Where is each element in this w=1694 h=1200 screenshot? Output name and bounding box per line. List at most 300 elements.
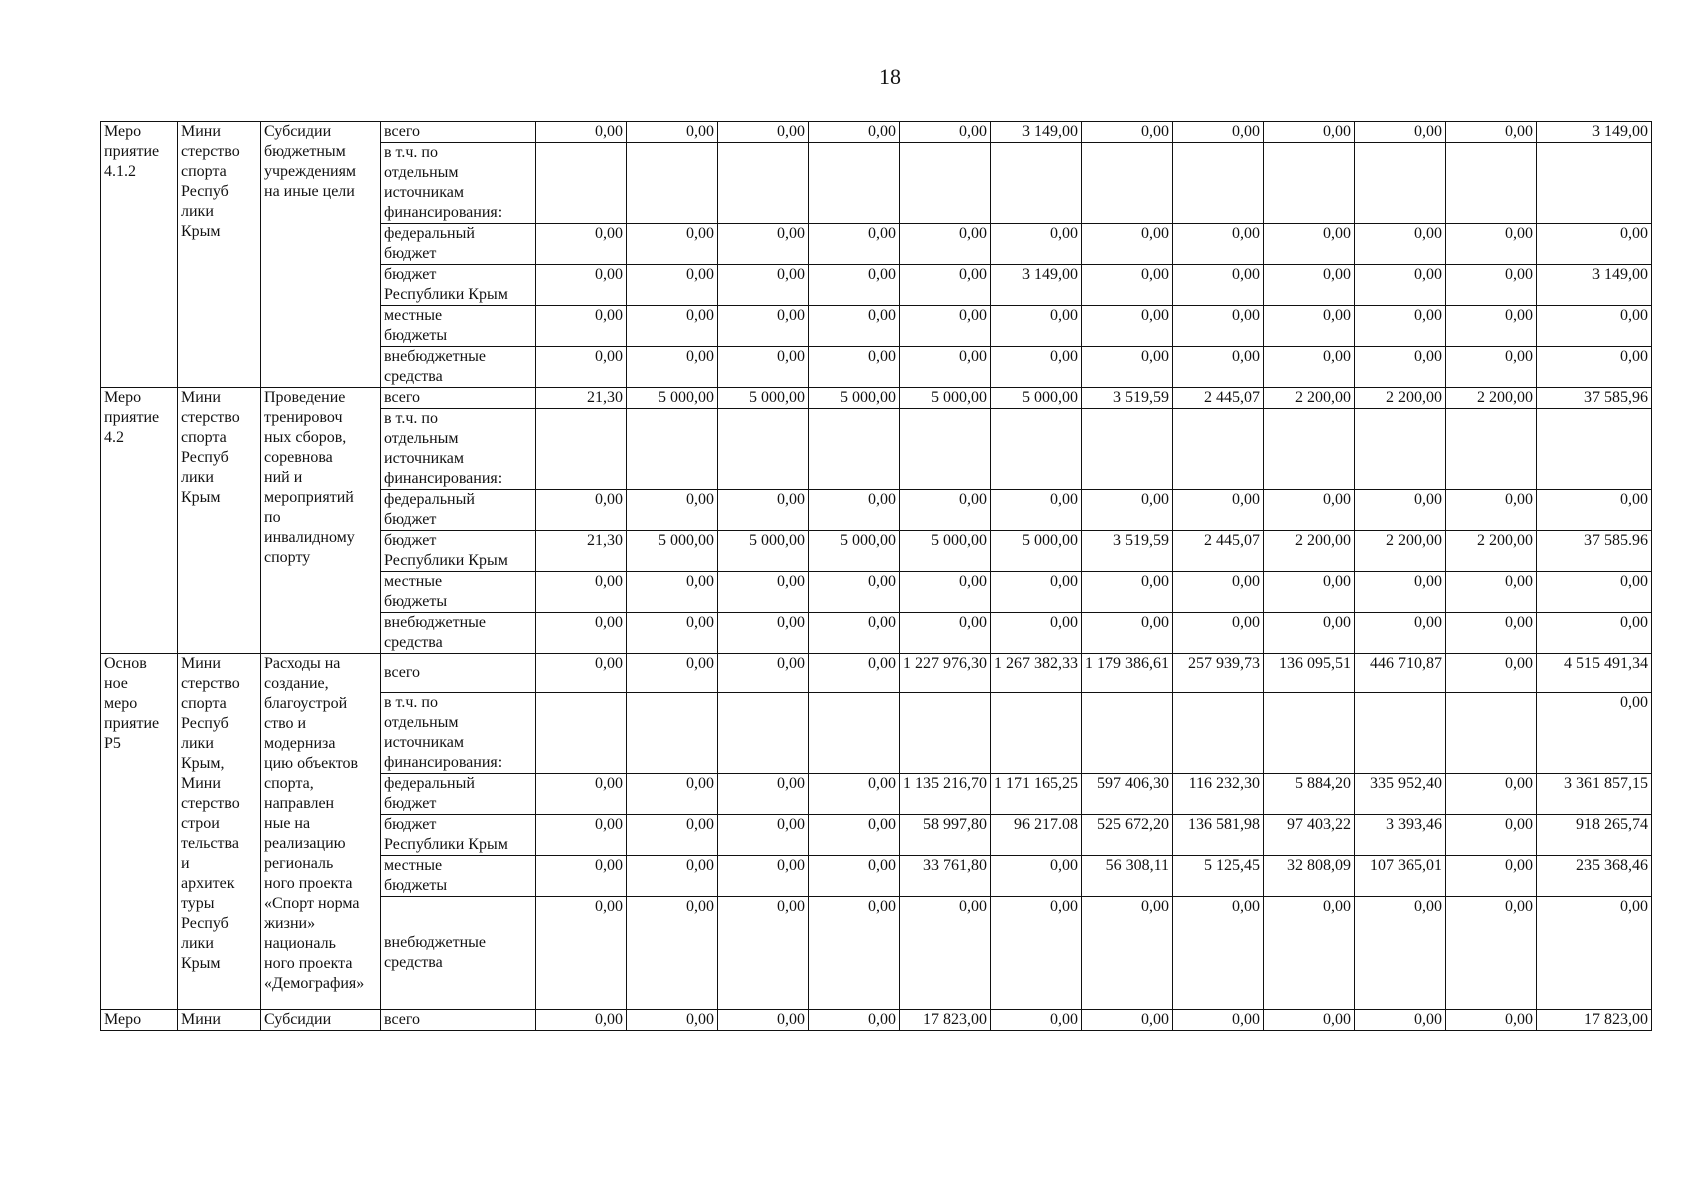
text-line: бюджеты [384,877,448,894]
value-cell: 0,00 [900,347,991,388]
value-cell: 0,00 [718,347,809,388]
value-cell [900,693,991,774]
text-line: средства [384,954,443,971]
executor-cell [178,122,261,388]
text-line: на иные цели [264,183,355,200]
measure-cell [101,1010,178,1031]
text-line: внебюджетные [384,348,486,365]
value-cell: 0,00 [1264,265,1355,306]
value-cell: 0,00 [1355,122,1446,143]
value-cell: 116 232,30 [1173,774,1264,815]
text-line: спорта [181,163,227,180]
value-cell [627,409,718,490]
value-cell: 0,00 [809,224,900,265]
value-cell: 0,00 [1173,306,1264,347]
value-cell: 0,00 [1082,265,1173,306]
value-cell: 0,00 [1082,347,1173,388]
text-line: бюджет [384,816,437,833]
value-cell: 0,00 [1355,613,1446,654]
value-cell: 0,00 [718,897,809,1010]
value-cell: 0,00 [1264,306,1355,347]
value-cell [1355,409,1446,490]
funding-source-cell [381,856,536,897]
value-cell: 0,00 [536,654,627,693]
funding-source-cell [381,490,536,531]
value-cell: 0,00 [991,572,1082,613]
value-cell: 0,00 [1173,613,1264,654]
text-line: тренировоч [264,409,343,426]
text-line: ных сборов, [264,429,347,446]
value-cell [1173,143,1264,224]
text-line: спорта, [264,775,314,792]
value-cell: 0,00 [1355,490,1446,531]
text-line: лики [181,203,214,220]
budget-table [100,121,1652,1031]
value-cell: 0,00 [1355,572,1446,613]
value-cell [991,143,1082,224]
value-cell: 0,00 [536,897,627,1010]
text-line: Крым, [181,755,225,772]
value-cell: 3 149,00 [991,122,1082,143]
text-line: архитек [181,875,235,892]
funding-source-cell [381,409,536,490]
text-line: бюджет [384,511,437,528]
value-cell: 2 445,07 [1173,531,1264,572]
funding-source-cell [381,347,536,388]
value-cell [1173,693,1264,774]
value-cell [1082,143,1173,224]
text-line: бюджет [384,532,437,549]
value-cell: 0,00 [1446,347,1537,388]
text-line: 4.2 [104,429,124,446]
value-cell: 0,00 [627,347,718,388]
text-line: Республики Крым [384,552,508,569]
text-line: Меро [104,123,142,140]
value-cell: 0,00 [1355,347,1446,388]
value-cell: 21,30 [536,388,627,409]
value-cell [1537,409,1652,490]
funding-source-cell [381,774,536,815]
value-cell: 0,00 [718,224,809,265]
text-line: Мини [181,775,221,792]
value-cell: 0,00 [718,856,809,897]
text-line: спорта [181,695,227,712]
value-cell: 0,00 [1082,224,1173,265]
value-cell: 0,00 [718,122,809,143]
value-cell: 257 939,73 [1173,654,1264,693]
value-cell: 0,00 [1537,897,1652,1010]
value-cell: 5 000,00 [900,388,991,409]
table-row [101,388,1652,409]
value-cell: 0,00 [991,1010,1082,1031]
value-cell: 0,00 [809,265,900,306]
value-cell: 0,00 [1446,122,1537,143]
text-line: средства [384,368,443,385]
value-cell: 0,00 [1082,306,1173,347]
value-cell: 21,30 [536,531,627,572]
executor-cell [178,1010,261,1031]
text-line: Мини [181,389,221,406]
value-cell: 0,00 [1173,265,1264,306]
text-line: 4.1.2 [104,163,136,180]
text-line: бюджет [384,266,437,283]
value-cell: 0,00 [1082,1010,1173,1031]
value-cell: 0,00 [1264,490,1355,531]
text-line: лики [181,469,214,486]
value-cell: 56 308,11 [1082,856,1173,897]
text-line: учреждениям [264,163,357,180]
text-line: ные на [264,815,311,832]
value-cell: 0,00 [900,265,991,306]
value-cell: 0,00 [718,654,809,693]
value-cell [718,143,809,224]
text-line: ного проекта [264,875,353,892]
text-line: лики [181,735,214,752]
value-cell [809,409,900,490]
value-cell [991,693,1082,774]
text-line: жизни» [264,915,316,932]
text-line: тельства [181,835,239,852]
value-cell: 5 000,00 [627,388,718,409]
text-line: финансирования: [384,470,503,487]
text-line: Респуб [181,183,229,200]
value-cell: 0,00 [1173,572,1264,613]
value-cell: 0,00 [536,490,627,531]
value-cell: 2 445,07 [1173,388,1264,409]
value-cell: 5 000,00 [991,531,1082,572]
value-cell [718,693,809,774]
value-cell: 2 200,00 [1446,388,1537,409]
text-line: стерство [181,143,240,160]
value-cell: 0,00 [1264,1010,1355,1031]
value-cell: 5 000,00 [718,531,809,572]
value-cell [900,409,991,490]
value-cell: 0,00 [1264,224,1355,265]
value-cell: 0,00 [991,347,1082,388]
value-cell: 0,00 [991,306,1082,347]
text-line: Крым [181,489,221,506]
table-row [101,654,1652,693]
value-cell: 0,00 [1446,224,1537,265]
text-line: региональ [264,855,334,872]
value-cell: 0,00 [536,613,627,654]
value-cell: 0,00 [1537,693,1652,774]
value-cell [991,409,1082,490]
value-cell: 96 217.08 [991,815,1082,856]
text-line: лики [181,935,214,952]
value-cell: 0,00 [1446,265,1537,306]
value-cell: 0,00 [627,122,718,143]
value-cell [1446,143,1537,224]
text-line: отдельным [384,430,459,447]
text-line: Мини [181,1011,221,1028]
text-line: по [264,509,281,526]
text-line: и [181,855,190,872]
text-line: стерство [181,795,240,812]
activity-name-cell [261,654,381,1010]
value-cell: 3 149,00 [1537,122,1652,143]
value-cell: 0,00 [627,572,718,613]
value-cell: 0,00 [900,572,991,613]
value-cell: 0,00 [809,306,900,347]
value-cell: 0,00 [809,815,900,856]
text-line: инвалидному [264,529,355,546]
value-cell: 0,00 [718,1010,809,1031]
text-line: националь [264,935,336,952]
value-cell: 0,00 [1355,265,1446,306]
value-cell: 597 406,30 [1082,774,1173,815]
value-cell: 0,00 [1264,122,1355,143]
value-cell: 0,00 [900,613,991,654]
value-cell: 0,00 [991,856,1082,897]
funding-source-cell [381,143,536,224]
value-cell: 0,00 [718,613,809,654]
funding-source-cell [381,531,536,572]
text-line: источникам [384,184,464,201]
value-cell: 0,00 [718,572,809,613]
value-cell: 0,00 [627,654,718,693]
value-cell: 0,00 [627,856,718,897]
value-cell: 0,00 [536,306,627,347]
value-cell: 37 585.96 [1537,531,1652,572]
text-line: туры [181,895,215,912]
value-cell [536,409,627,490]
text-line: Крым [181,955,221,972]
value-cell: 5 000,00 [809,531,900,572]
value-cell: 0,00 [809,490,900,531]
table-row [101,122,1652,143]
value-cell [536,693,627,774]
value-cell: 0,00 [900,224,991,265]
value-cell: 0,00 [718,774,809,815]
value-cell: 0,00 [1355,306,1446,347]
text-line: ное [104,675,128,692]
value-cell: 0,00 [900,897,991,1010]
value-cell: 0,00 [1446,490,1537,531]
value-cell: 525 672,20 [1082,815,1173,856]
value-cell: 1 267 382,33 [991,654,1082,693]
text-line: федеральный [384,225,475,242]
executor-cell [178,654,261,1010]
text-line: стерство [181,675,240,692]
value-cell: 0,00 [991,490,1082,531]
value-cell [1355,693,1446,774]
funding-source-cell [381,122,536,143]
text-line: Крым [181,223,221,240]
value-cell [809,143,900,224]
text-line: приятие [104,143,160,160]
text-line: федеральный [384,491,475,508]
funding-source-cell [381,1010,536,1031]
text-line: источникам [384,734,464,751]
value-cell: 0,00 [1264,347,1355,388]
value-cell: 32 808,09 [1264,856,1355,897]
value-cell: 0,00 [1446,815,1537,856]
value-cell: 1 227 976,30 [900,654,991,693]
value-cell [809,693,900,774]
funding-source-cell [381,613,536,654]
text-line: всего [384,123,421,140]
value-cell: 0,00 [1446,572,1537,613]
value-cell [1264,409,1355,490]
value-cell: 5 884,20 [1264,774,1355,815]
value-cell: 107 365,01 [1355,856,1446,897]
funding-source-cell [381,654,536,693]
text-line: в т.ч. по [384,694,438,711]
executor-cell [178,388,261,654]
text-line: стерство [181,409,240,426]
value-cell: 0,00 [1173,1010,1264,1031]
text-line: Расходы на [264,655,341,672]
funding-source-cell [381,815,536,856]
value-cell: 1 135 216,70 [900,774,991,815]
text-line: реализацию [264,835,346,852]
value-cell: 3 149,00 [991,265,1082,306]
text-line: Респуб [181,449,229,466]
value-cell: 0,00 [1082,897,1173,1010]
value-cell: 0,00 [718,815,809,856]
text-line: создание, [264,675,329,692]
value-cell: 0,00 [1446,856,1537,897]
value-cell: 0,00 [900,122,991,143]
text-line: бюджеты [384,593,448,610]
value-cell: 0,00 [627,265,718,306]
activity-name-cell [261,388,381,654]
value-cell: 0,00 [1446,654,1537,693]
value-cell: 0,00 [536,815,627,856]
measure-cell [101,654,178,1010]
value-cell: 0,00 [627,306,718,347]
value-cell: 0,00 [536,347,627,388]
value-cell: 918 265,74 [1537,815,1652,856]
value-cell: 0,00 [900,306,991,347]
text-line: бюджет [384,795,437,812]
text-line: внебюджетные [384,934,486,951]
text-line: внебюджетные [384,614,486,631]
value-cell: 0,00 [536,774,627,815]
value-cell: 0,00 [536,122,627,143]
value-cell: 0,00 [809,774,900,815]
funding-source-cell [381,224,536,265]
funding-source-cell [381,306,536,347]
text-line: бюджет [384,245,437,262]
text-line: строи [181,815,220,832]
text-line: Меро [104,1011,142,1028]
text-line: бюджеты [384,327,448,344]
text-line: средства [384,634,443,651]
text-line: местные [384,573,443,590]
funding-source-cell [381,265,536,306]
text-line: Меро [104,389,142,406]
text-line: финансирования: [384,754,503,771]
text-line: всего [384,1011,421,1028]
value-cell: 0,00 [1173,897,1264,1010]
text-line: отдельным [384,714,459,731]
value-cell: 0,00 [1446,306,1537,347]
value-cell: 0,00 [627,613,718,654]
value-cell: 37 585,96 [1537,388,1652,409]
value-cell: 0,00 [809,572,900,613]
funding-source-cell [381,897,536,1010]
value-cell: 1 171 165,25 [991,774,1082,815]
value-cell [1173,409,1264,490]
value-cell: 5 000,00 [991,388,1082,409]
text-line: спорта [181,429,227,446]
value-cell: 0,00 [1264,572,1355,613]
value-cell: 4 515 491,34 [1537,654,1652,693]
value-cell: 3 519,59 [1082,388,1173,409]
value-cell: 0,00 [627,490,718,531]
table-row [101,1010,1652,1031]
value-cell: 0,00 [1537,224,1652,265]
value-cell: 0,00 [536,265,627,306]
text-line: в т.ч. по [384,144,438,161]
value-cell: 0,00 [1537,306,1652,347]
text-line: мероприятий [264,489,354,506]
value-cell: 0,00 [1355,1010,1446,1031]
value-cell: 0,00 [1082,613,1173,654]
value-cell: 0,00 [718,306,809,347]
value-cell [1264,143,1355,224]
value-cell: 0,00 [627,774,718,815]
value-cell: 0,00 [718,265,809,306]
value-cell [1264,693,1355,774]
value-cell [1537,143,1652,224]
value-cell [536,143,627,224]
value-cell [900,143,991,224]
value-cell: 2 200,00 [1264,388,1355,409]
value-cell: 0,00 [1446,897,1537,1010]
text-line: источникам [384,450,464,467]
value-cell: 5 000,00 [627,531,718,572]
text-line: цию объектов [264,755,359,772]
value-cell: 0,00 [809,856,900,897]
value-cell: 0,00 [1173,224,1264,265]
value-cell: 2 200,00 [1264,531,1355,572]
measure-cell [101,388,178,654]
value-cell: 0,00 [809,897,900,1010]
value-cell: 0,00 [627,815,718,856]
value-cell: 0,00 [1173,122,1264,143]
text-line: модерниза [264,735,336,752]
value-cell: 2 200,00 [1355,388,1446,409]
text-line: местные [384,307,443,324]
value-cell: 5 000,00 [718,388,809,409]
value-cell: 0,00 [1537,347,1652,388]
text-line: всего [384,664,421,681]
measure-cell [101,122,178,388]
text-line: Республики Крым [384,286,508,303]
value-cell: 2 200,00 [1355,531,1446,572]
value-cell: 0,00 [536,572,627,613]
text-line: Респуб [181,915,229,932]
text-line: всего [384,389,421,406]
text-line: местные [384,857,443,874]
text-line: направлен [264,795,335,812]
value-cell: 5 000,00 [900,531,991,572]
value-cell: 0,00 [536,1010,627,1031]
value-cell: 0,00 [1173,347,1264,388]
text-line: «Демография» [264,975,365,992]
value-cell: 3 519,59 [1082,531,1173,572]
value-cell: 0,00 [1082,122,1173,143]
value-cell: 17 823,00 [1537,1010,1652,1031]
value-cell: 58 997,80 [900,815,991,856]
text-line: Мини [181,123,221,140]
text-line: ного проекта [264,955,353,972]
value-cell: 3 393,46 [1355,815,1446,856]
text-line: в т.ч. по [384,410,438,427]
